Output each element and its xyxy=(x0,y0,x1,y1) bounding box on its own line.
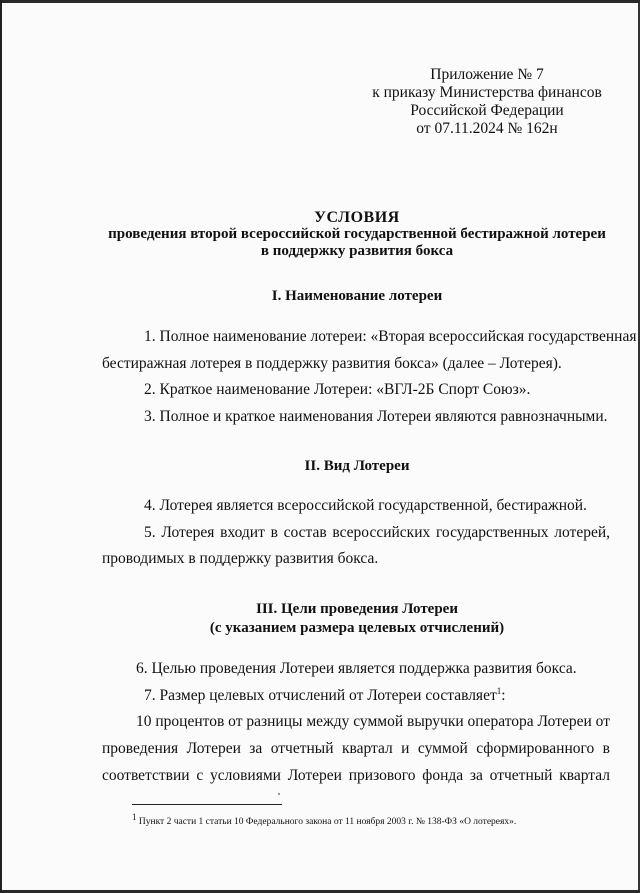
paragraph-7-colon: : xyxy=(501,687,506,705)
paragraph-6: 6. Целью проведения Лотереи является поддержка развития бокса. xyxy=(136,660,577,677)
paragraph-8-line-2: проведения Лотереи за отчетный квартал и суммой сформированного в xyxy=(102,740,610,757)
title-main: УСЛОВИЯ xyxy=(314,209,400,226)
document-title xyxy=(102,209,612,260)
section-heading-3 xyxy=(102,600,612,638)
paragraph-4: 4. Лотерея является всероссийской государственной, бестиражной. xyxy=(144,497,587,514)
footnote-marker: 1 xyxy=(132,812,137,822)
appendix-country: Российской Федерации xyxy=(410,102,564,119)
section-3-heading-line-2: (с указанием размера целевых отчислений) xyxy=(209,620,505,636)
appendix-date: от 07.11.2024 № 162н xyxy=(416,120,558,137)
scan-speck xyxy=(278,793,280,795)
paragraph-7 xyxy=(102,686,640,705)
title-line-3: в поддержку развития бокса xyxy=(260,243,454,259)
appendix-number: Приложение № 7 xyxy=(430,66,544,83)
paragraph-1-line-1: 1. Полное наименование лотереи: «Вторая всероссийская государственная xyxy=(144,328,637,345)
paragraph-2: 2. Краткое наименование Лотереи: «ВГЛ-2Б Спорт Союз». xyxy=(144,381,531,398)
footnote-text: Пункт 2 части 1 статьи 10 Федерального закона от 11 ноября 2003 г. № 138-ФЗ «О лотереях». xyxy=(136,817,517,828)
section-heading-2: II. Вид Лотереи xyxy=(304,458,410,474)
footnote-ref: 1 xyxy=(496,686,502,696)
section-3-heading-line-1: III. Цели проведения Лотереи xyxy=(256,601,458,617)
footnote-separator xyxy=(132,804,282,805)
appendix-header xyxy=(362,66,612,138)
paragraph-3: 3. Полное и краткое наименования Лотереи являются равнозначными. xyxy=(144,408,608,425)
paragraph-8-line-1: 10 процентов от разницы между суммой выручки оператора Лотереи от xyxy=(136,713,610,730)
paragraph-7-text: 7. Размер целевых отчислений от Лотереи составляет xyxy=(144,687,497,705)
section-heading-1: I. Наименование лотереи xyxy=(271,288,443,304)
paragraph-5-line-1: 5. Лотерея входит в состав всероссийских государственных лотерей, xyxy=(144,524,610,541)
scan-edge-top xyxy=(2,0,640,3)
paragraph-5-line-2: проводимых в поддержку развития бокса. xyxy=(102,550,379,567)
paragraph-8-line-3: соответствии с условиями Лотереи призового фонда за отчетный квартал xyxy=(102,767,610,784)
appendix-order-ref: к приказу Министерства финансов xyxy=(372,84,602,101)
title-line-2: проведения второй всероссийской государственной бестиражной лотереи xyxy=(108,226,606,242)
footnote xyxy=(132,812,612,827)
paragraph-1-line-2: бестиражная лотерея в поддержку развития бокса» (далее – Лотерея). xyxy=(102,355,562,372)
